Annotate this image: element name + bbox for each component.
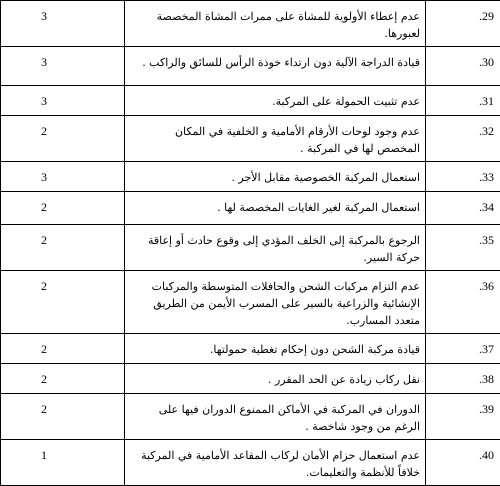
table-row — [1, 364, 500, 394]
violation-cell — [125, 334, 426, 364]
violation-cell — [125, 47, 426, 86]
row-number: 32. — [426, 116, 500, 139]
number-cell — [426, 334, 500, 364]
violation-text: عدم تثبيت الحمولة على المركبة. — [125, 86, 425, 114]
points-cell — [1, 1, 125, 47]
violation-cell — [125, 162, 426, 192]
number-cell — [426, 225, 500, 271]
row-number: 38. — [426, 364, 500, 387]
violation-cell — [125, 1, 426, 47]
table-row — [1, 162, 500, 192]
number-cell — [426, 440, 500, 486]
violation-text: عدم وجود لوحات الأرقام الأمامية و الخلفية في المكان المخصص لها في المركبة . — [125, 116, 425, 161]
points-value: 2 — [1, 271, 124, 294]
row-number: 30. — [426, 47, 500, 70]
points-cell — [1, 334, 125, 364]
table-row — [1, 394, 500, 440]
row-number: 34. — [426, 192, 500, 215]
number-cell — [426, 364, 500, 394]
violation-text: نقل ركاب زيادة عن الحد المقرر . — [125, 364, 425, 392]
number-cell — [426, 116, 500, 162]
violation-cell — [125, 192, 426, 225]
table-row — [1, 192, 500, 225]
points-value: 2 — [1, 334, 124, 357]
points-cell — [1, 86, 125, 116]
violation-text: قيادة مركبة الشحن دون إحكام تغطية حمولتها. — [125, 334, 425, 362]
table-row — [1, 271, 500, 334]
violation-cell — [125, 86, 426, 116]
points-value: 2 — [1, 394, 124, 417]
points-cell — [1, 271, 125, 334]
row-number: 33. — [426, 162, 500, 185]
violation-text: عدم التزام مركبات الشحن والحافلات المتوسطة والمركبات الإنشائية والزراعية بالسير على المسرب الأيمن من الطريق متعدد المسارب. — [125, 271, 425, 333]
points-cell — [1, 394, 125, 440]
points-cell — [1, 162, 125, 192]
violation-text: استعمال المركبة الخصوصية مقابل الأجر . — [125, 162, 425, 190]
number-cell — [426, 47, 500, 86]
row-number: 29. — [426, 1, 500, 24]
violation-cell — [125, 440, 426, 486]
table-row — [1, 1, 500, 47]
number-cell — [426, 192, 500, 225]
number-cell — [426, 162, 500, 192]
row-number: 35. — [426, 225, 500, 248]
table-row — [1, 86, 500, 116]
violation-text: استعمال المركبة لغير الغايات المخصصة لها . — [125, 192, 425, 220]
points-cell — [1, 225, 125, 271]
violation-cell — [125, 364, 426, 394]
row-number: 37. — [426, 334, 500, 357]
points-cell — [1, 116, 125, 162]
violation-cell — [125, 394, 426, 440]
number-cell — [426, 1, 500, 47]
points-value: 2 — [1, 192, 124, 215]
number-cell — [426, 271, 500, 334]
points-value: 3 — [1, 162, 124, 185]
table-row — [1, 47, 500, 86]
violation-text: عدم استعمال حزام الأمان لركاب المقاعد الأمامية في المركبة خلافاً للأنظمة والتعليمات. — [125, 440, 425, 485]
row-number: 40. — [426, 440, 500, 463]
violation-cell — [125, 116, 426, 162]
row-number: 31. — [426, 86, 500, 109]
violation-text: قيادة الدراجة الآلية دون ارتداء خوذة الرأس للسائق والراكب . — [125, 47, 425, 75]
number-cell — [426, 86, 500, 116]
table-row — [1, 334, 500, 364]
points-value: 3 — [1, 86, 124, 109]
row-number: 36. — [426, 271, 500, 294]
points-value: 3 — [1, 47, 124, 70]
points-cell — [1, 47, 125, 86]
row-number: 39. — [426, 394, 500, 417]
points-value: 2 — [1, 116, 124, 139]
table-row — [1, 440, 500, 486]
points-cell — [1, 192, 125, 225]
violation-text: الدوران في المركبة في الأماكن الممنوع الدوران فيها على الرغم من وجود شاخصة . — [125, 394, 425, 439]
points-cell — [1, 364, 125, 394]
violation-cell — [125, 271, 426, 334]
points-value: 2 — [1, 225, 124, 248]
violation-cell — [125, 225, 426, 271]
points-value: 3 — [1, 1, 124, 24]
violation-text: الرجوع بالمركبة إلى الخلف المؤدي إلى وقوع حادث أو إعاقة حركة السير. — [125, 225, 425, 270]
points-value: 1 — [1, 440, 124, 463]
table-row — [1, 225, 500, 271]
points-value: 2 — [1, 364, 124, 387]
violation-text: عدم إعطاء الأولوية للمشاة على ممرات المشاة المخصصة لعبورها. — [125, 1, 425, 46]
points-cell — [1, 440, 125, 486]
number-cell — [426, 394, 500, 440]
table-row — [1, 116, 500, 162]
